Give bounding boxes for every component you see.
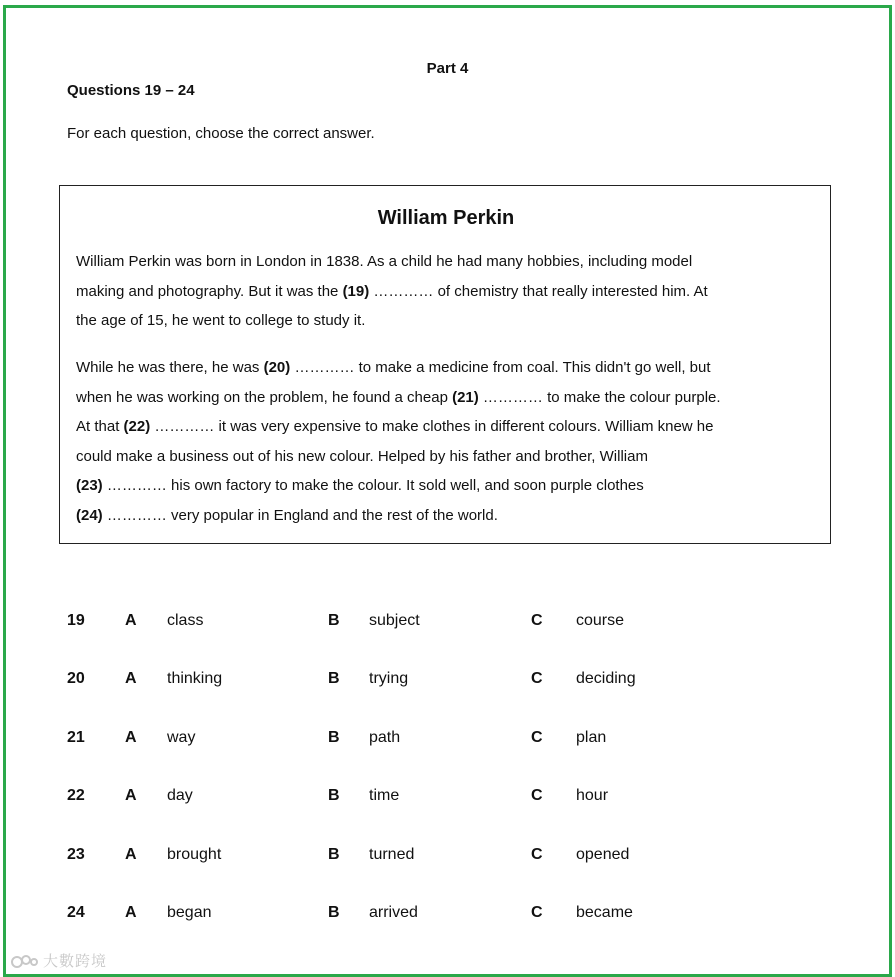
text: ………… very popular in England and the rest of the world.: [102, 506, 498, 524]
gap-21: (21): [452, 388, 479, 406]
text: ………… to make a medicine from coal. This didn't go well, but: [290, 359, 711, 376]
option-c[interactable]: became: [576, 904, 633, 921]
option-b[interactable]: time: [369, 787, 400, 804]
option-letter-a: A: [125, 670, 137, 687]
gap-23: (23): [76, 477, 103, 494]
instruction-text: For each question, choose the correct answer.: [67, 125, 375, 142]
option-letter-c: C: [531, 846, 543, 863]
option-a[interactable]: class: [167, 612, 204, 629]
option-c[interactable]: course: [576, 612, 625, 629]
text: ………… it was very expensive to make clothes in different colours. William knew he: [150, 418, 714, 435]
option-letter-a: A: [125, 904, 137, 921]
questions-title: Questions 19 – 24: [67, 82, 195, 99]
passage-paragraph-2: [76, 353, 816, 530]
gap-20: (20): [263, 359, 291, 376]
option-b[interactable]: arrived: [369, 904, 418, 921]
text: the age of 15, he went to college to study it.: [76, 312, 366, 329]
question-number: 23: [67, 846, 85, 863]
text: ………… to make the colour purple.: [478, 388, 721, 406]
question-number: 19: [67, 612, 85, 629]
option-letter-c: C: [531, 670, 543, 687]
option-b[interactable]: trying: [369, 670, 409, 687]
option-letter-a: A: [125, 846, 137, 863]
text: when he was working on the problem, he found a cheap: [76, 388, 453, 406]
option-c[interactable]: hour: [576, 787, 609, 804]
option-c[interactable]: deciding: [576, 670, 636, 687]
option-letter-b: B: [328, 904, 340, 921]
question-number: 22: [67, 787, 85, 804]
question-number: 24: [67, 904, 85, 921]
option-a[interactable]: began: [167, 904, 212, 921]
passage-line: [76, 442, 816, 472]
text: ………… his own factory to make the colour. It sold well, and soon purple clothes: [102, 477, 644, 494]
passage-line: [76, 247, 816, 277]
gap-24: (24): [76, 506, 103, 524]
passage-line: [76, 471, 816, 501]
option-c[interactable]: opened: [576, 846, 630, 863]
text: While he was there, he was: [76, 359, 264, 376]
option-letter-b: B: [328, 846, 340, 863]
option-letter-c: C: [531, 904, 543, 921]
watermark-text: 大數跨境: [43, 953, 108, 970]
option-a[interactable]: thinking: [167, 670, 223, 687]
passage-line: [76, 306, 816, 336]
option-letter-c: C: [531, 787, 543, 804]
watermark-logo-icon: [10, 953, 40, 969]
text: ………… of chemistry that really interested him. At: [369, 282, 708, 300]
gap-22: (22): [123, 418, 151, 435]
option-a[interactable]: brought: [167, 846, 222, 863]
passage-line: [76, 383, 816, 413]
option-letter-a: A: [125, 612, 137, 629]
option-letter-c: C: [531, 612, 543, 629]
passage-box: [59, 185, 831, 544]
option-letter-a: A: [125, 729, 137, 746]
passage-title: William Perkin: [377, 207, 515, 229]
passage-line: [76, 353, 816, 383]
option-letter-b: B: [328, 612, 340, 629]
passage-paragraph-1: [76, 247, 816, 336]
text: At that: [76, 418, 124, 435]
passage-line: [76, 412, 816, 442]
option-b[interactable]: turned: [369, 846, 415, 863]
option-letter-b: B: [328, 729, 340, 746]
option-b[interactable]: path: [369, 729, 401, 746]
text: William Perkin was born in London in 1838. As a child he had many hobbies, including model: [76, 253, 693, 270]
question-number: 21: [67, 729, 85, 746]
gap-19: (19): [342, 282, 370, 300]
option-b[interactable]: subject: [369, 612, 420, 629]
part-title: Part 4: [426, 60, 469, 77]
passage-line: [76, 501, 816, 531]
passage-line: [76, 277, 816, 307]
option-letter-c: C: [531, 729, 543, 746]
option-c[interactable]: plan: [576, 729, 607, 746]
text: making and photography. But it was the: [76, 282, 343, 300]
option-letter-b: B: [328, 670, 340, 687]
question-number: 20: [67, 670, 85, 687]
option-letter-a: A: [125, 787, 137, 804]
option-letter-b: B: [328, 787, 340, 804]
watermark: [10, 950, 107, 971]
option-a[interactable]: day: [167, 787, 193, 804]
text: could make a business out of his new colour. Helped by his father and brother, William: [76, 447, 648, 465]
option-a[interactable]: way: [167, 729, 196, 746]
